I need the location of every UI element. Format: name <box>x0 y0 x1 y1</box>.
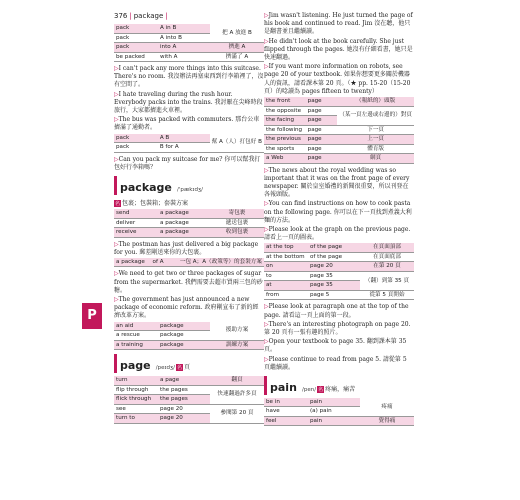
header-word: package <box>133 12 164 20</box>
package-table-2: a package of A 一包 A；A（政策等）的套裝方案 <box>116 258 262 265</box>
entry-heading-pain: pain /pen/ 名 疼痛，痛苦 <box>264 376 414 395</box>
example-sentence: ▷If you want more information on robots, see page 20 of your textbook. 如果你想要更多關於機器人的資訊，請看課本第 20 頁。（★ pp. 15-20（15-20 頁）的唸讀為 pages fifteen to twenty） <box>264 63 411 95</box>
page-table-1: turn a page 翻頁 flip through the pages 快速翻過許多頁 flick through the pages see page 20 參閱第 20 頁 turn to page 20 <box>114 376 264 424</box>
page-header: 376 | package | <box>114 12 168 20</box>
example-sentence: ▷The news about the royal wedding was so important that it was on the front page of every newspaper. 關於皇室婚禮的新聞很重要，所以刊登在各報頭版。 <box>264 166 410 199</box>
pack-table-2: pack A B 幫 A（人）打包好 B pack B for A <box>116 134 262 151</box>
package-table-1: send a package 寄包裹 deliver a package 遞送包裹 receive a package 收到包裹 <box>114 209 264 238</box>
entry-definition: 名 包裹；包裝箱；套裝方案 <box>115 200 189 208</box>
left-column <box>114 24 264 427</box>
example-sentence: ▷There's an interesting photograph on page 20. 第 20 頁有一張有趣的照片。 <box>264 320 411 336</box>
page-number: 376 <box>114 12 128 20</box>
pain-table: be in pain 疼痛 have (a) pain feel pain 覺得痛 <box>264 398 414 427</box>
example-sentence: ▷We need to get two or three packages of sugar from the supermarket. 我們需要去超市買兩三包的砂糖。 <box>114 270 263 294</box>
example-sentence: ▷The bus was packed with commuters. 那台公車擠滿了通勤者。 <box>114 116 260 132</box>
page-table-2: the front page （報紙的）頭版 the opposite page （某一頁左邊或右邊的）對頁 the facing page the following page 下一頁 the previous page 上一頁 the sports page 體育版 a Web page 網頁 <box>266 98 412 162</box>
example-sentence: ▷I hate traveling during the rush hour. Everybody packs into the trains. 我討厭在尖峰時段旅行，大家都擠進火車裡。 <box>114 90 263 115</box>
example-sentence: ▷Open your textbook to page 35. 翻到課本第 35 頁。 <box>264 338 407 354</box>
package-table-3: an aid package 援助方案 a rescue package a training package 訓練方案 <box>114 322 264 351</box>
example-sentence: ▷Can you pack my suitcase for me? 你可以幫我打包好行李箱嗎？ <box>114 155 261 171</box>
pack-table-1: pack A in B 把 A 放進 B pack A into B pack into A 擠進 A be packed with A 擠滿了 A <box>114 24 264 62</box>
example-sentence: ▷You can find instructions on how to cook pasta on the following page. 你可以在下一頁找到煮義大利麵的方法。 <box>264 200 412 224</box>
right-column <box>264 12 414 429</box>
letter-tab[interactable]: P <box>82 303 102 329</box>
example-sentence: ▷I can't pack any more things into this suitcase. There's no room. 我沒辦法再塞東西到行李箱裡了，沒有空間了。 <box>114 65 264 89</box>
example-sentence: ▷Please continue to read from page 5. 請從第 5 頁繼續讀。 <box>264 355 407 371</box>
example-sentence: ▷Please look at the graph on the previous page. 請看上一頁的圖表。 <box>264 225 411 242</box>
example-sentence: ▷Please look at paragraph one at the top of the page. 請看這一頁上面的第一段。 <box>264 303 409 319</box>
example-sentence: ▷The postman has just delivered a big package for you. 郵差剛送來你的大包裹。 <box>114 240 259 256</box>
example-sentence: ▷Jim wasn't listening. He just turned the page of his book and continued to read. Jim 沒在聽，他只是翻書並且繼續讀。 <box>264 12 413 36</box>
example-sentence: ▷He didn't look at the book carefully. She just flipped through the pages. 她沒有仔細看書，她只是快速翻過。 <box>264 37 413 62</box>
example-sentence: ▷The government has just announced a new package of economic reform. 政府剛宣布了新的經濟改革方案。 <box>114 296 259 320</box>
page-table-3: at the top of the page 在頁面頂部 at the bottom of the page 在頁面底部 on page 20 在第 20 頁 to page 35 （翻）到第 35 頁 at page 35 from page 5 從第 5 頁開始 <box>264 243 414 300</box>
entry-heading-package: package /'pækɪdʒ/ <box>114 176 264 195</box>
entry-heading-page: page /peɪdʒ/ 名 頁 <box>114 354 264 373</box>
